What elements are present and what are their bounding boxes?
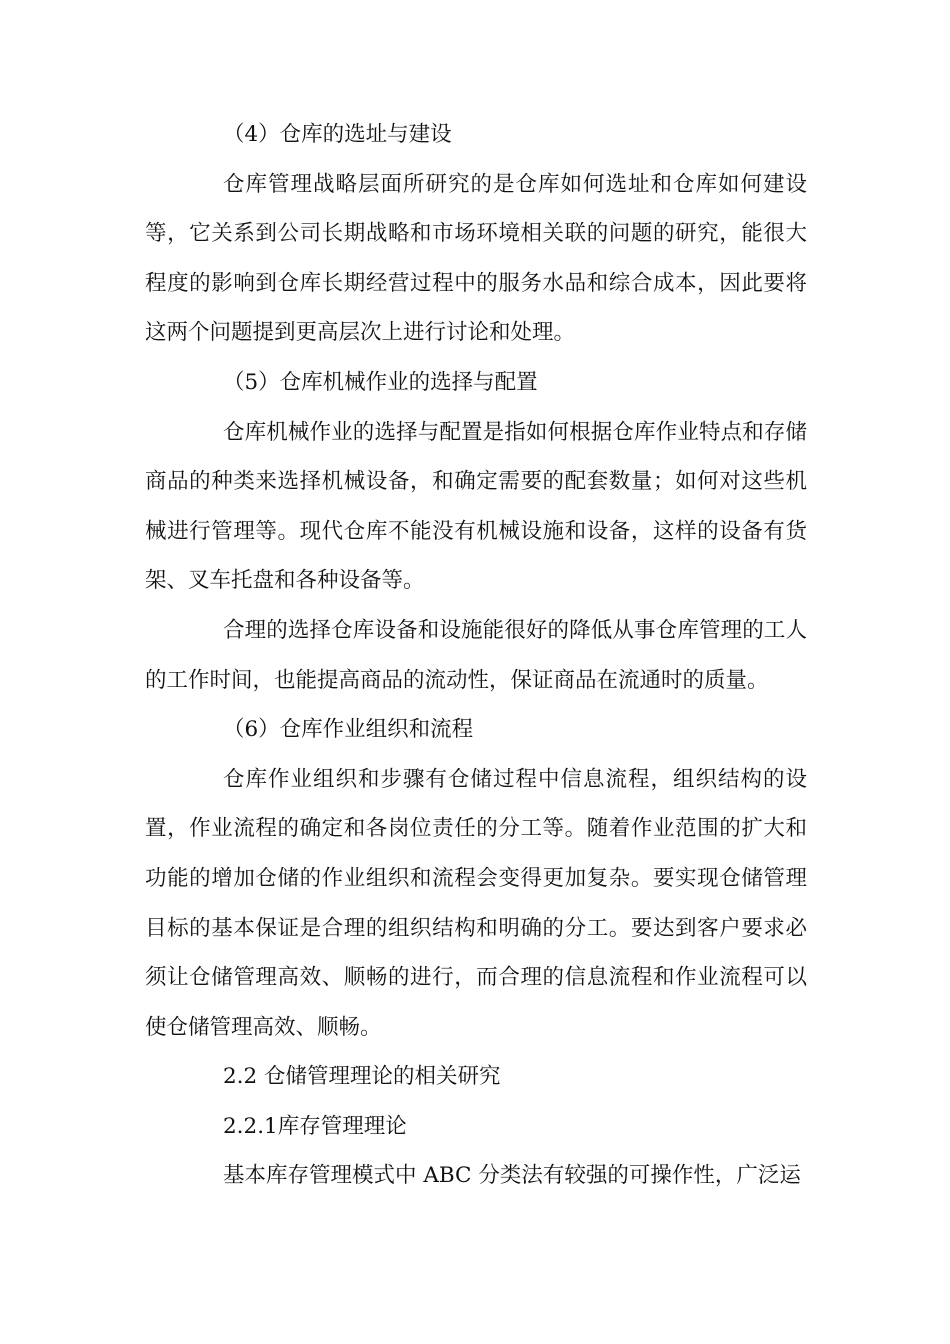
section-heading-2-2-1: 2.2.1库存管理理论 xyxy=(223,1113,407,1139)
document-body xyxy=(145,110,807,1201)
paragraph-operations: 仓库作业组织和步骤有仓储过程中信息流程，组织结构的设置，作业流程的确定和各岗位责任的分工等。随着作业范围的扩大和功能的增加仓储的作业组织和流程会变得更加复杂。要实现仓储管理目标的基本保证是合理的组织结构和明确的分工。要达到客户要求必须让仓储管理高效、顺畅的进行，而合理的信息流程和作业流程可以使仓储管理高效、顺畅。 xyxy=(145,766,807,1040)
section-heading-machinery: （5）仓库机械作业的选择与配置 xyxy=(223,369,538,395)
paragraph-machinery: 仓库机械作业的选择与配置是指如何根据仓库作业特点和存储商品的种类来选择机械设备，和确定需要的配套数量；如何对这些机械进行管理等。现代仓库不能没有机械设施和设备，这样的设备有货架、叉车托盘和各种设备等。 xyxy=(145,419,807,594)
section-heading-operations: （6）仓库作业组织和流程 xyxy=(223,717,474,743)
paragraph-abc-classification: 基本库存管理模式中 ABC 分类法有较强的可操作性，广泛运 xyxy=(223,1163,801,1189)
paragraph-equipment-benefits: 合理的选择仓库设备和设施能很好的降低从事仓库管理的工人的工作时间，也能提高商品的流动性，保证商品在流通时的质量。 xyxy=(145,617,807,693)
paragraph-site-selection: 仓库管理战略层面所研究的是仓库如何选址和仓库如何建设等，它关系到公司长期战略和市场环境相关联的问题的研究，能很大程度的影响到仓库长期经营过程中的服务水品和综合成本，因此要将这两个问题提到更高层次上进行讨论和处理。 xyxy=(145,171,807,346)
section-heading-2-2: 2.2 仓储管理理论的相关研究 xyxy=(223,1064,501,1090)
section-heading-site-selection: （4）仓库的选址与建设 xyxy=(223,122,452,147)
